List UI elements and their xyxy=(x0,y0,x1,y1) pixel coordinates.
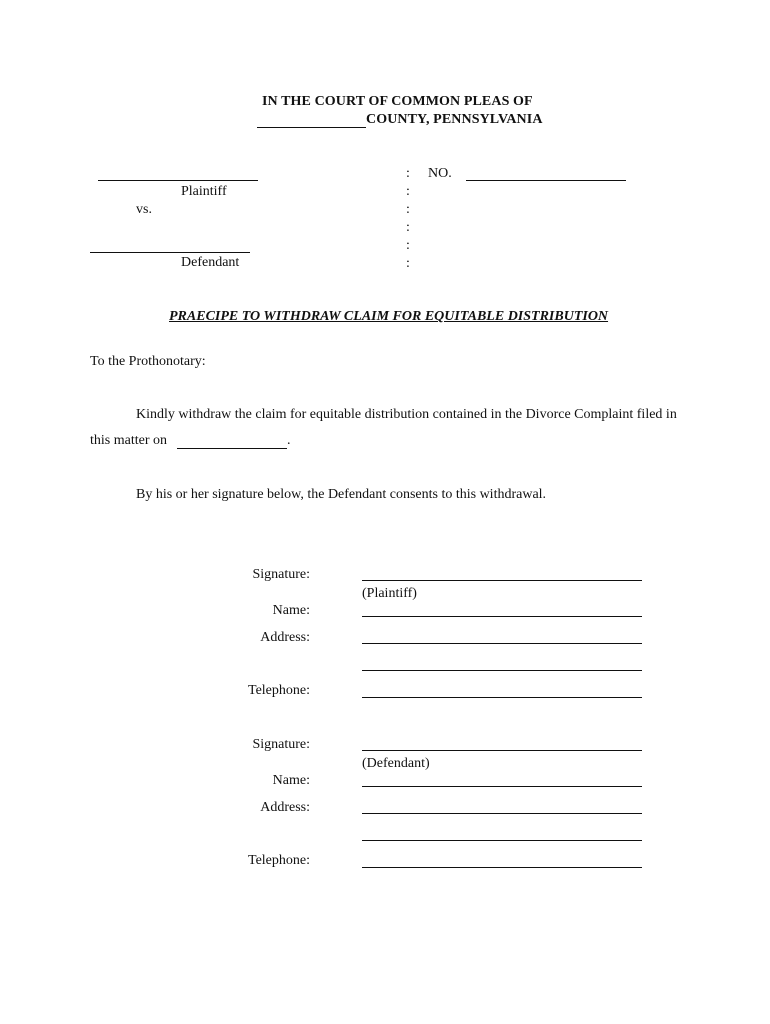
plaintiff-signature-line[interactable] xyxy=(362,580,642,581)
plaintiff-signature-label: Signature: xyxy=(252,567,310,582)
plaintiff-address-label: Address: xyxy=(260,630,310,645)
plaintiff-name-blank[interactable] xyxy=(98,180,258,181)
defendant-telephone-label: Telephone: xyxy=(248,853,310,868)
caption-colon: : xyxy=(406,166,410,181)
defendant-address-line-2[interactable] xyxy=(362,840,642,841)
plaintiff-name-line[interactable] xyxy=(362,616,642,617)
caption-colon: : xyxy=(406,184,410,199)
body-paragraph-1-period: . xyxy=(287,433,291,448)
caption-colon: : xyxy=(406,238,410,253)
plaintiff-telephone-label: Telephone: xyxy=(248,683,310,698)
caption-colon: : xyxy=(406,202,410,217)
versus-label: vs. xyxy=(136,202,152,217)
plaintiff-party-label: (Plaintiff) xyxy=(362,586,417,601)
docket-number-blank[interactable] xyxy=(466,180,626,181)
plaintiff-label: Plaintiff xyxy=(181,184,227,199)
docket-number-label: NO. xyxy=(428,166,452,181)
defendant-address-label: Address: xyxy=(260,800,310,815)
defendant-signature-label: Signature: xyxy=(252,737,310,752)
body-paragraph-1-line-2: this matter on xyxy=(90,433,167,448)
defendant-telephone-line[interactable] xyxy=(362,867,642,868)
county-blank[interactable] xyxy=(257,127,366,128)
body-paragraph-1-line-1: Kindly withdraw the claim for equitable distribution contained in the Divorce Complaint filed in xyxy=(136,407,677,422)
plaintiff-address-line-2[interactable] xyxy=(362,670,642,671)
defendant-name-blank[interactable] xyxy=(90,252,250,253)
salutation: To the Prothonotary: xyxy=(90,354,206,369)
defendant-party-label: (Defendant) xyxy=(362,756,430,771)
defendant-address-line-1[interactable] xyxy=(362,813,642,814)
defendant-label: Defendant xyxy=(181,255,240,270)
defendant-name-line[interactable] xyxy=(362,786,642,787)
plaintiff-address-line-1[interactable] xyxy=(362,643,642,644)
plaintiff-telephone-line[interactable] xyxy=(362,697,642,698)
body-paragraph-2: By his or her signature below, the Defendant consents to this withdrawal. xyxy=(136,487,547,502)
caption-colon: : xyxy=(406,256,410,271)
caption-colon: : xyxy=(406,220,410,235)
defendant-name-label: Name: xyxy=(272,773,310,788)
court-heading-line1: IN THE COURT OF COMMON PLEAS OF xyxy=(262,94,533,109)
defendant-signature-line[interactable] xyxy=(362,750,642,751)
document-title: PRAECIPE TO WITHDRAW CLAIM FOR EQUITABLE DISTRIBUTION xyxy=(169,309,609,324)
filing-date-blank[interactable] xyxy=(177,448,287,449)
court-heading-line2: COUNTY, PENNSYLVANIA xyxy=(366,112,543,127)
plaintiff-name-label: Name: xyxy=(272,603,310,618)
